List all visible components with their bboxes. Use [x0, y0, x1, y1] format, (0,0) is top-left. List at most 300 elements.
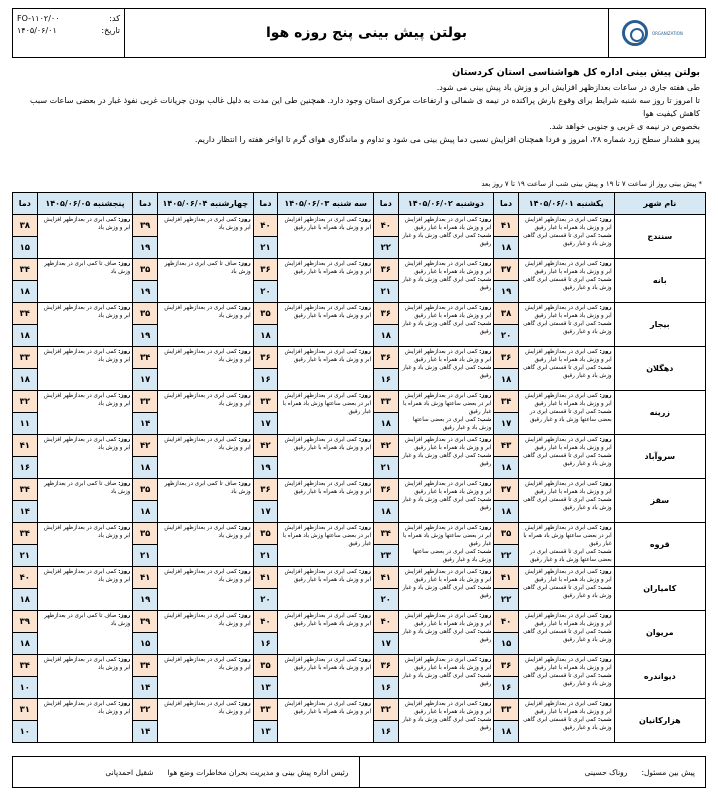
night-label: شب: — [477, 321, 492, 327]
day-label: روز: — [479, 481, 492, 487]
day-label: روز: — [118, 305, 131, 311]
forecast-description — [518, 655, 614, 699]
table-header-row — [13, 193, 706, 215]
max-temp: ۳۶ — [253, 347, 278, 369]
forecast-table — [12, 192, 706, 743]
city-name: مریوان — [614, 611, 705, 655]
max-temp: ۳۲ — [374, 699, 399, 721]
night-forecast-text: کمی ابری گاهی وزش باد و غبار رقیق — [402, 497, 492, 511]
forecast-description — [37, 611, 133, 655]
day-label: روز: — [238, 525, 251, 531]
night-forecast-text: کمی ابری تا قسمتی ابری در بعضی ساعتها وزش باد و غبار رقیق — [529, 409, 612, 423]
max-temp: ۳۴ — [133, 655, 158, 677]
day-forecast-text: کمی ابری در بعدازظهر افزایش ابر و وزش باد — [164, 217, 251, 231]
forecast-description — [398, 699, 494, 743]
city-name: بانه — [614, 259, 705, 303]
day-label: روز: — [118, 481, 131, 487]
forecast-description — [518, 391, 614, 435]
forecast-description — [157, 699, 253, 743]
day-label: روز: — [118, 437, 131, 443]
day-forecast-text: کمی ابری در بعدازظهر افزایش ابر در بعضی ساعتها وزش باد همراه با غبار رقیق — [282, 525, 372, 547]
day-forecast-text: کمی ابری در بعدازظهر افزایش ابر و وزش باد همراه با غبار رقیق — [284, 613, 372, 627]
max-temp: ۳۳ — [253, 699, 278, 721]
day-label: روز: — [479, 305, 492, 311]
min-temp: ۲۱ — [13, 545, 38, 567]
min-temp: ۱۸ — [13, 369, 38, 391]
max-temp: ۳۵ — [494, 523, 519, 545]
night-label: شب: — [477, 453, 492, 459]
city-name: قروه — [614, 523, 705, 567]
max-temp: ۳۴ — [13, 479, 38, 501]
max-temp: ۳۳ — [13, 347, 38, 369]
bulletin-header — [12, 8, 706, 58]
column-header-day: دوشنبه ۱۴۰۵/۰۶/۰۲ — [398, 193, 494, 215]
day-label: روز: — [358, 657, 372, 663]
forecast-description — [278, 435, 374, 479]
forecast-description — [278, 391, 374, 435]
night-forecast-text: کمی ابری گاهی وزش باد و غبار رقیق — [402, 365, 492, 379]
day-forecast-text: کمی ابری در بعدازظهر افزایش ابر و وزش باد — [164, 613, 251, 627]
min-temp: ۱۹ — [133, 325, 158, 347]
forecast-description — [518, 567, 614, 611]
day-label: روز: — [118, 613, 131, 619]
max-temp: ۳۶ — [253, 259, 278, 281]
max-temp: ۳۴ — [13, 259, 38, 281]
min-temp: ۱۰ — [13, 677, 38, 699]
night-label: شب: — [597, 409, 612, 415]
max-temp: ۳۵ — [253, 303, 278, 325]
day-label: روز: — [238, 217, 251, 223]
max-temp: ۳۳ — [133, 391, 158, 413]
min-temp: ۱۶ — [374, 721, 399, 743]
min-temp: ۱۹ — [253, 457, 278, 479]
day-forecast-text: کمی ابری در بعدازظهر افزایش ابر و وزش باد همراه با غبار رقیق — [404, 613, 492, 627]
min-temp: ۱۶ — [253, 369, 278, 391]
day-label: روز: — [358, 481, 372, 487]
bulletin-title: بولتن پیش بینی پنج روزه هوا — [125, 9, 609, 57]
summary-line: طی هفته جاری در ساعات بعدازظهر افزایش ابر و وزش باد پیش بینی می شود. — [436, 83, 700, 92]
day-label: روز: — [358, 217, 372, 223]
day-label: روز: — [358, 261, 372, 267]
day-forecast-text: کمی ابری در بعدازظهر افزایش ابر و وزش باد — [43, 437, 131, 451]
max-temp: ۳۶ — [374, 479, 399, 501]
forecast-description — [37, 523, 133, 567]
max-temp: ۳۴ — [374, 523, 399, 545]
min-temp: ۲۱ — [374, 457, 399, 479]
min-temp: ۲۰ — [253, 589, 278, 611]
min-temp: ۱۸ — [494, 237, 519, 259]
night-label: شب: — [477, 365, 492, 371]
day-label: روز: — [599, 701, 612, 707]
max-temp: ۳۶ — [374, 303, 399, 325]
min-temp: ۱۵ — [133, 633, 158, 655]
forecast-description — [398, 259, 494, 303]
forecast-description — [518, 259, 614, 303]
day-label: روز: — [118, 261, 131, 267]
day-forecast-text: کمی ابری در بعدازظهر افزایش ابر و وزش باد — [164, 393, 251, 407]
max-temp: ۴۰ — [374, 215, 399, 237]
min-temp: ۲۱ — [253, 237, 278, 259]
day-label: روز: — [479, 569, 492, 575]
min-temp: ۱۴ — [133, 413, 158, 435]
day-forecast-text: کمی ابری در بعدازظهر افزایش ابر و وزش باد — [43, 393, 131, 407]
max-temp: ۳۴ — [133, 347, 158, 369]
code-label: کد: — [109, 14, 120, 23]
table-row — [13, 523, 706, 545]
table-row — [13, 303, 706, 325]
day-forecast-text: کمی ابری در بعدازظهر افزایش ابر و وزش باد — [43, 305, 131, 319]
city-name: هزارکانیان — [614, 699, 705, 743]
summary-line: پیرو هشدار سطح زرد شماره ۲۸، امروز و فردا همچنان افزایش نسبی دما پیش بینی می شود و تداوم و ماندگاری هوای گرم تا اواخر هفته را انتظار داریم. — [194, 135, 700, 144]
forecast-description — [278, 303, 374, 347]
day-forecast-text: کمی ابری در بعدازظهر افزایش ابر و وزش باد — [164, 525, 251, 539]
max-temp: ۳۶ — [494, 347, 519, 369]
min-temp: ۲۲ — [374, 237, 399, 259]
min-temp: ۱۸ — [494, 721, 519, 743]
forecast-description — [518, 479, 614, 523]
min-temp: ۲۱ — [133, 545, 158, 567]
forecast-description — [518, 611, 614, 655]
forecast-description — [278, 523, 374, 567]
day-label: روز: — [238, 701, 251, 707]
max-temp: ۴۰ — [494, 611, 519, 633]
night-label: شب: — [477, 233, 492, 239]
night-label: شب: — [597, 717, 612, 723]
min-temp: ۱۷ — [253, 413, 278, 435]
day-forecast-text: کمی ابری در بعدازظهر افزایش ابر و وزش باد همراه با غبار رقیق — [404, 305, 492, 319]
max-temp: ۴۰ — [13, 567, 38, 589]
day-forecast-text: کمی ابری در بعدازظهر افزایش ابر و وزش باد همراه با غبار رقیق — [525, 613, 612, 627]
day-label: روز: — [118, 217, 131, 223]
forecast-description — [37, 655, 133, 699]
max-temp: ۳۵ — [133, 303, 158, 325]
day-label: روز: — [599, 613, 612, 619]
night-label: شب: — [477, 417, 492, 423]
day-label: روز: — [479, 525, 492, 531]
day-label: روز: — [238, 437, 251, 443]
day-forecast-text: کمی ابری در بعدازظهر افزایش ابر و وزش باد — [43, 569, 131, 583]
date-label: تاریخ: — [101, 26, 120, 35]
night-forecast-text: کمی ابری گاهی وزش باد و غبار رقیق — [402, 321, 492, 335]
min-temp: ۲۰ — [494, 325, 519, 347]
night-forecast-text: کمی ابری تا قسمتی ابری گاهی وزش باد و غبار رقیق — [523, 321, 612, 335]
day-label: روز: — [238, 305, 251, 311]
day-forecast-text: کمی ابری در بعدازظهر افزایش ابر در بعضی ساعتها وزش باد همراه با غبار رقیق — [282, 393, 372, 415]
day-label: روز: — [238, 657, 251, 663]
forecast-description — [157, 391, 253, 435]
min-temp: ۱۴ — [13, 501, 38, 523]
meteorology-logo-icon — [622, 13, 692, 53]
day-forecast-text: کمی ابری در بعدازظهر افزایش ابر و وزش باد همراه با غبار رقیق — [525, 393, 612, 407]
max-temp: ۴۰ — [253, 215, 278, 237]
day-label: روز: — [479, 701, 492, 707]
day-label: روز: — [599, 437, 612, 443]
day-forecast-text: کمی ابری در بعدازظهر افزایش ابر و وزش باد — [164, 569, 251, 583]
forecast-description — [37, 303, 133, 347]
city-name: بیجار — [614, 303, 705, 347]
summary-line: تا امروز تا روز سه شنبه شرایط برای وقوع بارش پراکنده در نیمه ی شمالی و ارتفاعات مرکزی استان وجود دارد. همچنین طی این مدت به دلیل غالب بودن جریانات غربی نفوذ غبار در بعضی ساعات سبب کاهش کیفیت هوا — [30, 96, 700, 118]
document-code-box — [13, 9, 125, 57]
forecast-description — [37, 567, 133, 611]
max-temp: ۳۵ — [133, 523, 158, 545]
city-name: سقز — [614, 479, 705, 523]
min-temp: ۱۹ — [133, 281, 158, 303]
day-label: روز: — [599, 657, 612, 663]
night-forecast-text: کمی ابری تا قسمتی ابری گاهی وزش باد و غبار رقیق — [523, 629, 612, 643]
max-temp: ۳۴ — [13, 655, 38, 677]
day-label: روز: — [238, 569, 251, 575]
day-label: روز: — [599, 569, 612, 575]
day-forecast-text: کمی ابری در بعدازظهر افزایش ابر و وزش باد همراه با غبار رقیق — [284, 569, 372, 583]
forecast-description — [518, 523, 614, 567]
night-label: شب: — [597, 629, 612, 635]
head-name: شقیل احمدپانی — [105, 767, 154, 777]
min-temp: ۱۸ — [13, 633, 38, 655]
forecast-description — [157, 347, 253, 391]
min-temp: ۱۶ — [253, 633, 278, 655]
min-temp: ۲۰ — [253, 281, 278, 303]
city-name: دیواندره — [614, 655, 705, 699]
column-header-temp: دما — [374, 193, 399, 215]
column-header-day: یکشنبه ۱۴۰۵/۰۶/۰۱ — [518, 193, 614, 215]
forecast-description — [37, 347, 133, 391]
day-forecast-text: کمی ابری در بعدازظهر افزایش ابر و وزش باد همراه با غبار رقیق — [404, 481, 492, 495]
table-row — [13, 391, 706, 413]
max-temp: ۳۳ — [374, 391, 399, 413]
day-label: روز: — [118, 393, 131, 399]
max-temp: ۳۵ — [133, 479, 158, 501]
min-temp: ۱۳ — [253, 677, 278, 699]
max-temp: ۳۴ — [494, 391, 519, 413]
max-temp: ۴۱ — [133, 567, 158, 589]
forecast-description — [157, 215, 253, 259]
day-label: روز: — [479, 613, 492, 619]
forecast-description — [518, 435, 614, 479]
day-label: روز: — [358, 349, 372, 355]
day-label: روز: — [358, 569, 372, 575]
day-label: روز: — [358, 701, 372, 707]
day-forecast-text: کمی ابری در بعدازظهر افزایش ابر و وزش باد همراه با غبار رقیق — [284, 701, 372, 715]
day-label: روز: — [358, 393, 372, 399]
forecast-description — [37, 435, 133, 479]
min-temp: ۱۸ — [374, 325, 399, 347]
night-forecast-text: کمی ابری گاهی وزش باد و غبار رقیق — [402, 585, 492, 599]
day-forecast-text: کمی ابری در بعدازظهر افزایش ابر و وزش باد همراه با غبار رقیق — [404, 349, 492, 363]
city-name: دهگلان — [614, 347, 705, 391]
max-temp: ۳۱ — [13, 699, 38, 721]
table-row — [13, 611, 706, 633]
min-temp: ۱۸ — [13, 281, 38, 303]
column-header-temp: دما — [133, 193, 158, 215]
night-forecast-text: کمی ابری تا قسمتی ابری در بعضی ساعتها وزش باد و غبار رقیق — [529, 549, 612, 563]
day-forecast-text: کمی ابری در بعدازظهر افزایش ابر و وزش باد — [43, 349, 131, 363]
day-label: روز: — [238, 481, 251, 487]
night-label: شب: — [477, 673, 492, 679]
max-temp: ۳۶ — [253, 479, 278, 501]
min-temp: ۱۸ — [133, 501, 158, 523]
night-forecast-text: کمی ابری تا قسمتی ابری گاهی وزش باد و غبار رقیق — [523, 453, 612, 467]
min-temp: ۱۶ — [13, 457, 38, 479]
min-temp: ۱۸ — [374, 413, 399, 435]
max-temp: ۳۶ — [374, 347, 399, 369]
day-label: روز: — [118, 657, 131, 663]
day-forecast-text: کمی ابری در بعدازظهر افزایش ابر و وزش باد — [164, 349, 251, 363]
max-temp: ۴۱ — [13, 435, 38, 457]
day-label: روز: — [479, 217, 492, 223]
forecast-description — [518, 699, 614, 743]
max-temp: ۴۱ — [494, 567, 519, 589]
night-forecast-text: کمی ابری تا قسمتی ابری گاهی وزش باد و غبار رقیق — [523, 673, 612, 687]
day-forecast-text: کمی ابری در بعدازظهر افزایش ابر در بعضی ساعتها وزش باد همراه با غبار رقیق — [523, 525, 612, 547]
day-forecast-text: کمی ابری در بعدازظهر افزایش ابر و وزش باد همراه با غبار رقیق — [284, 305, 372, 319]
max-temp: ۴۲ — [374, 435, 399, 457]
forecast-description — [398, 611, 494, 655]
forecast-description — [157, 611, 253, 655]
night-forecast-text: کمی ابری تا قسمتی ابری گاهی وزش باد و غبار رقیق — [523, 585, 612, 599]
code-value: FO-۱۱۰۲/۰۰ — [17, 14, 60, 23]
day-forecast-text: کمی ابری در بعدازظهر افزایش ابر و وزش باد — [43, 701, 131, 715]
day-label: روز: — [358, 305, 372, 311]
night-forecast-text: کمی ابری گاهی وزش باد و غبار رقیق — [402, 453, 492, 467]
day-label: روز: — [238, 393, 251, 399]
day-forecast-text: کمی ابری در بعدازظهر افزایش ابر و وزش باد — [164, 657, 251, 671]
logo — [609, 9, 705, 57]
day-forecast-text: صاف تا کمی ابری در بعدازظهر وزش باد — [164, 481, 251, 495]
night-forecast-text: کمی ابری در بعضی ساعتها وزش باد و غبار رقیق — [412, 417, 492, 431]
min-temp: ۱۰ — [13, 721, 38, 743]
day-forecast-text: کمی ابری در بعدازظهر افزایش ابر و وزش باد همراه با غبار رقیق — [525, 657, 612, 671]
forecast-description — [278, 567, 374, 611]
day-forecast-text: کمی ابری در بعدازظهر افزایش ابر و وزش باد همراه با غبار رقیق — [525, 217, 612, 231]
day-forecast-text: کمی ابری در بعدازظهر افزایش ابر و وزش باد همراه با غبار رقیق — [404, 217, 492, 231]
column-header-day: چهارشنبه ۱۴۰۵/۰۶/۰۴ — [157, 193, 253, 215]
summary-heading: بولتن پیش بینی اداره کل هواشناسی استان کردستان — [452, 67, 700, 78]
day-label: روز: — [479, 437, 492, 443]
min-temp: ۲۱ — [253, 545, 278, 567]
min-temp: ۱۵ — [13, 237, 38, 259]
night-label: شب: — [477, 717, 492, 723]
forecast-description — [398, 215, 494, 259]
day-label: روز: — [479, 261, 492, 267]
min-temp: ۱۹ — [494, 281, 519, 303]
city-name: زرینه — [614, 391, 705, 435]
day-label: روز: — [599, 481, 612, 487]
night-label: شب: — [597, 497, 612, 503]
max-temp: ۳۹ — [133, 611, 158, 633]
table-row — [13, 435, 706, 457]
min-temp: ۱۸ — [133, 457, 158, 479]
min-temp: ۱۹ — [133, 589, 158, 611]
day-forecast-text: کمی ابری در بعدازظهر افزایش ابر و وزش باد همراه با غبار رقیق — [525, 437, 612, 451]
day-label: روز: — [599, 393, 612, 399]
max-temp: ۳۴ — [13, 523, 38, 545]
min-temp: ۱۴ — [133, 721, 158, 743]
day-forecast-text: کمی ابری در بعدازظهر افزایش ابر و وزش باد همراه با غبار رقیق — [284, 349, 372, 363]
day-forecast-text: کمی ابری در بعدازظهر افزایش ابر و وزش باد همراه با غبار رقیق — [284, 437, 372, 451]
date-value: ۱۴۰۵/۰۶/۰۱ — [17, 26, 57, 35]
night-forecast-text: کمی ابری گاهی وزش باد و غبار رقیق — [402, 717, 492, 731]
day-forecast-text: کمی ابری در بعدازظهر افزایش ابر و وزش باد — [43, 525, 131, 539]
day-label: روز: — [238, 261, 251, 267]
day-label: روز: — [479, 349, 492, 355]
day-forecast-text: کمی ابری در بعدازظهر افزایش ابر و وزش باد همراه با غبار رقیق — [284, 657, 372, 671]
day-forecast-text: کمی ابری در بعدازظهر افزایش ابر و وزش باد — [164, 701, 251, 715]
day-forecast-text: کمی ابری در بعدازظهر افزایش ابر و وزش باد همراه با غبار رقیق — [404, 569, 492, 583]
night-label: شب: — [597, 585, 612, 591]
day-label: روز: — [358, 613, 372, 619]
forecast-description — [37, 259, 133, 303]
forecast-description — [518, 215, 614, 259]
night-forecast-text: کمی ابری تا قسمتی ابری گاهی وزش باد و غبار رقیق — [523, 277, 612, 291]
night-label: شب: — [477, 585, 492, 591]
day-label: روز: — [358, 437, 372, 443]
max-temp: ۴۱ — [253, 567, 278, 589]
min-temp: ۱۸ — [494, 501, 519, 523]
night-label: شب: — [597, 277, 612, 283]
forecaster-label: پیش بین مسئول: — [641, 767, 695, 777]
min-temp: ۱۴ — [133, 677, 158, 699]
day-label: روز: — [599, 217, 612, 223]
forecast-description — [157, 523, 253, 567]
max-temp: ۳۷ — [494, 259, 519, 281]
night-label: شب: — [597, 453, 612, 459]
max-temp: ۴۰ — [374, 611, 399, 633]
forecast-time-note: * پیش بینی روز از ساعت ۷ تا ۱۹ و پیش بینی شب از ساعت ۱۹ تا ۷ روز بعد — [481, 180, 702, 188]
forecast-description — [518, 303, 614, 347]
min-temp: ۲۳ — [374, 545, 399, 567]
night-label: شب: — [597, 673, 612, 679]
day-forecast-text: کمی ابری در بعدازظهر افزایش ابر و وزش باد همراه با غبار رقیق — [525, 569, 612, 583]
max-temp: ۳۸ — [13, 215, 38, 237]
min-temp: ۲۲ — [494, 589, 519, 611]
min-temp: ۱۷ — [253, 501, 278, 523]
day-label: روز: — [599, 261, 612, 267]
min-temp: ۱۸ — [374, 501, 399, 523]
forecast-description — [518, 347, 614, 391]
column-header-temp: دما — [253, 193, 278, 215]
min-temp: ۱۷ — [494, 413, 519, 435]
day-forecast-text: کمی ابری در بعدازظهر افزایش ابر و وزش باد همراه با غبار رقیق — [284, 481, 372, 495]
day-label: روز: — [358, 525, 372, 531]
max-temp: ۳۲ — [13, 391, 38, 413]
min-temp: ۱۶ — [494, 677, 519, 699]
day-forecast-text: کمی ابری در بعدازظهر افزایش ابر و وزش باد همراه با غبار رقیق — [525, 261, 612, 275]
forecast-description — [157, 567, 253, 611]
summary-line: بخصوص در نیمه ی غربی و جنوبی خواهد شد. — [549, 122, 700, 131]
table-row — [13, 567, 706, 589]
day-label: روز: — [599, 305, 612, 311]
day-forecast-text: صاف تا کمی ابری در بعدازظهر وزش باد — [44, 613, 131, 627]
min-temp: ۱۵ — [494, 633, 519, 655]
column-header-city: نام شهر — [614, 193, 705, 215]
day-forecast-text: کمی ابری در بعدازظهر افزایش ابر و وزش باد همراه با غبار رقیق — [404, 437, 492, 451]
day-forecast-text: کمی ابری در بعدازظهر افزایش ابر و وزش باد همراه با غبار رقیق — [525, 481, 612, 495]
max-temp: ۳۶ — [494, 655, 519, 677]
forecast-description — [278, 611, 374, 655]
max-temp: ۳۵ — [133, 259, 158, 281]
forecast-description — [398, 479, 494, 523]
max-temp: ۳۳ — [494, 699, 519, 721]
night-label: شب: — [477, 629, 492, 635]
forecast-description — [37, 391, 133, 435]
forecast-description — [398, 523, 494, 567]
day-forecast-text: کمی ابری در بعدازظهر افزایش ابر در بعضی ساعتها وزش باد همراه با غبار رقیق — [403, 525, 492, 547]
min-temp: ۲۲ — [494, 545, 519, 567]
column-header-temp: دما — [13, 193, 38, 215]
day-label: روز: — [118, 701, 131, 707]
day-label: روز: — [118, 525, 131, 531]
night-forecast-text: کمی ابری تا قسمتی ابری گاهی وزش باد و غبار رقیق — [523, 717, 612, 731]
